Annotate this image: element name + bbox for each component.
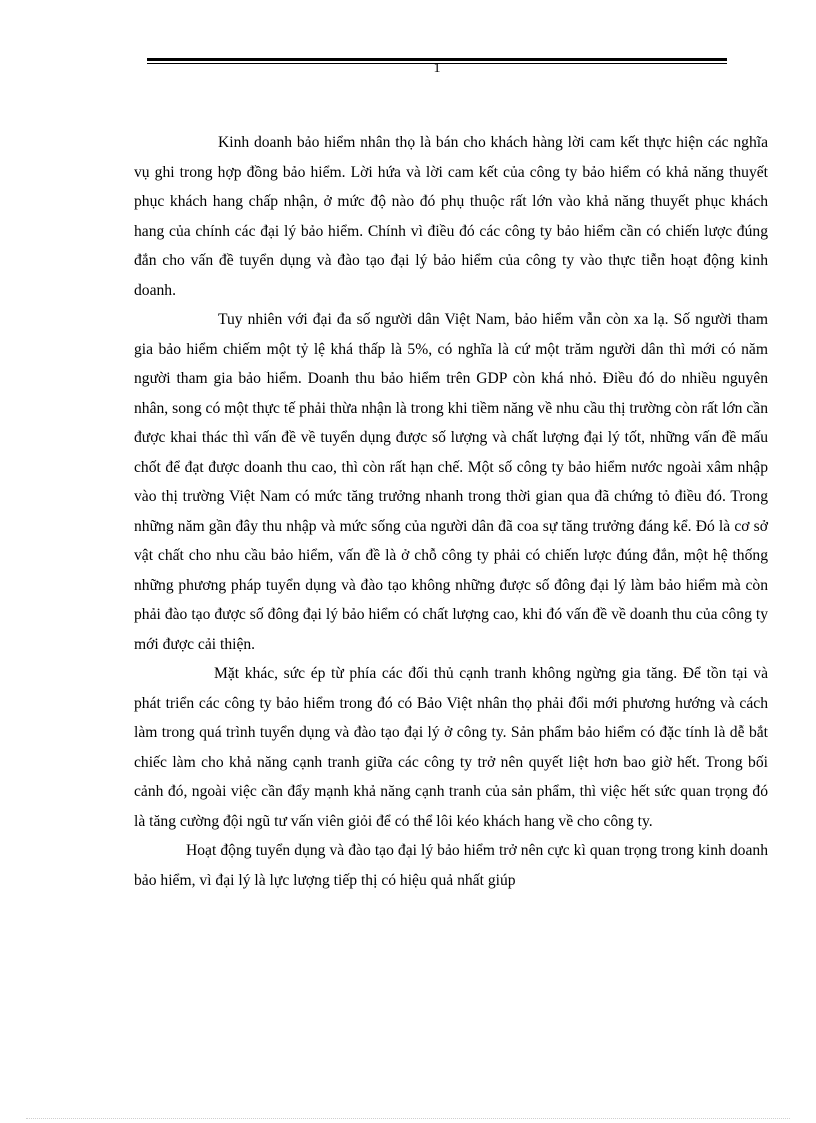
paragraph-4: Hoạt động tuyển dụng và đào tạo đại lý bảo hiểm trở nên cực kì quan trọng trong kinh doanh bảo hiểm, vì đại lý là lực lượng tiếp thị có hiệu quả nhất giúp	[134, 842, 768, 889]
paragraph-2: Tuy nhiên với đại đa số người dân Việt Nam, bảo hiểm vẫn còn xa lạ. Số người tham gia bảo hiểm chiếm một tỷ lệ khá thấp là 5%, có nghĩa là cứ một trăm người dân thì mới có năm người tham gia bảo hiểm. Doanh thu bảo hiểm trên GDP còn khá nhỏ. Điều đó do nhiều nguyên nhân, song có một thực tế phải thừa nhận là trong khi tiềm năng về nhu cầu thị trường còn rất lớn cần được khai thác thì vấn đề về tuyển dụng được số lượng và chất lượng đại lý tốt, những vấn đề mấu chốt để đạt được doanh thu cao, thì còn rất hạn chế. Một số công ty bảo hiểm nước ngoài xâm nhập vào thị trường Việt Nam có mức tăng trưởng nhanh trong thời gian qua đã chứng tỏ điều đó. Trong những năm gần đây thu nhập và mức sống của người dân đã coa sự tăng trưởng đáng kể. Đó là cơ sở vật chất cho nhu cầu bảo hiểm, vấn đề là ở chỗ công ty phải có chiến lược đúng đắn, một hệ thống những phương pháp tuyển dụng và đào tạo không những được số đông đại lý làm bảo hiểm mà còn phải đào tạo được số đông đại lý bảo hiểm có chất lượng cao, khi đó vấn đề về doanh thu của công ty mới được cải thiện.	[134, 311, 768, 653]
page-number: 1	[433, 61, 441, 76]
document-body	[134, 128, 768, 895]
paragraph-1: Kinh doanh bảo hiểm nhân thọ là bán cho khách hàng lời cam kết thực hiện các nghĩa vụ ghi trong hợp đồng bảo hiểm. Lời hứa và lời cam kết của công ty bảo hiểm có khả năng thuyết phục khách hang chấp nhận, ở mức độ nào đó phụ thuộc rất lớn vào khả năng thuyết phục khách hang của chính các đại lý bảo hiểm. Chính vì điều đó các công ty bảo hiểm cần có chiến lược đúng đắn cho vấn đề tuyển dụng và đào tạo đại lý bảo hiểm của công ty vào thực tiễn hoạt động kinh doanh.	[134, 134, 768, 299]
paragraph-3: Mặt khác, sức ép từ phía các đối thủ cạnh tranh không ngừng gia tăng. Để tồn tại và phát triển các công ty bảo hiểm trong đó có Bảo Việt nhân thọ phải đổi mới phương hướng và cách làm trong quá trình tuyển dụng và đào tạo đại lý ở công ty. Sản phẩm bảo hiểm có đặc tính là dễ bắt chiếc làm cho khả năng cạnh tranh giữa các công ty trở nên quyết liệt hơn bao giờ hết. Trong bối cảnh đó, ngoài việc cần đẩy mạnh khả năng cạnh tranh của sản phẩm, thì việc hết sức quan trọng đó là tăng cường đội ngũ tư vấn viên giỏi để có thể lôi kéo khách hang về cho công ty.	[134, 665, 768, 830]
page-bottom-border	[26, 1118, 790, 1119]
